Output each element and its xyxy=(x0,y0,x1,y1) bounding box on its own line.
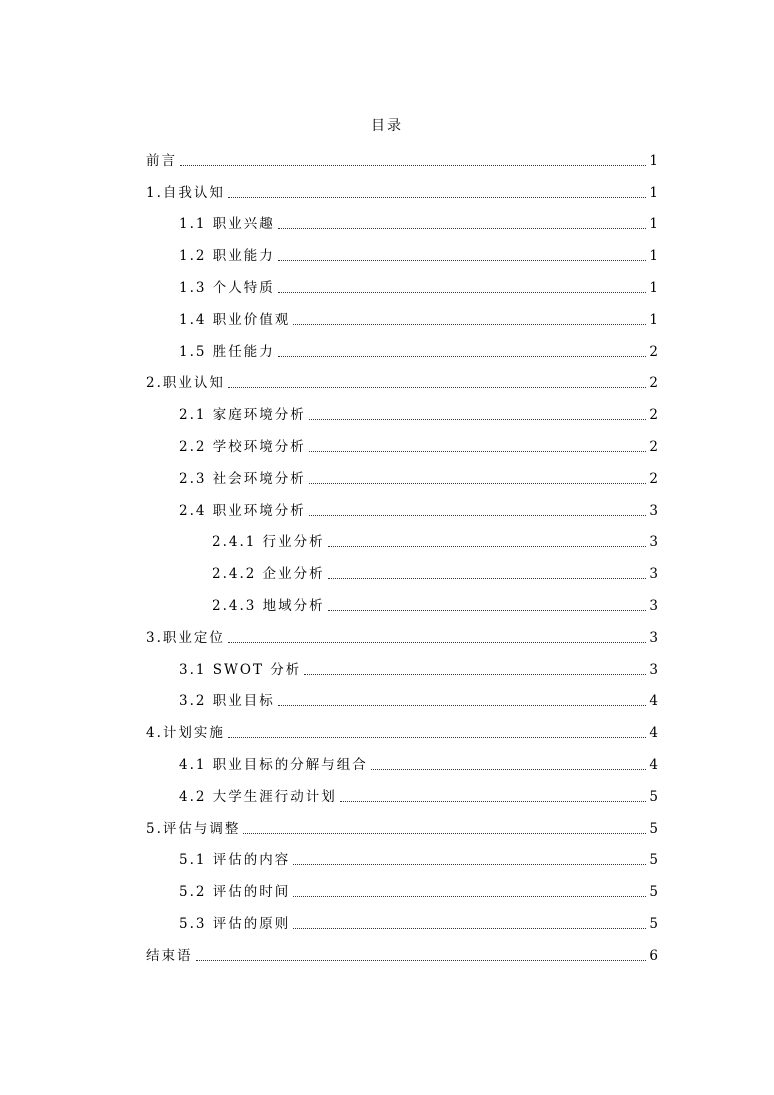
toc-entry[interactable] xyxy=(146,301,658,333)
toc-entry-page-number: 5 xyxy=(649,915,658,932)
toc-dot-leader xyxy=(278,260,647,261)
toc-entry-label: 3.职业定位 xyxy=(146,629,225,646)
toc-dot-leader xyxy=(293,896,646,897)
toc-dot-leader xyxy=(293,324,646,325)
toc-entry[interactable] xyxy=(146,651,658,683)
toc-dot-leader xyxy=(309,451,647,452)
toc-entry-page-number: 6 xyxy=(649,947,658,964)
toc-entry-label: 1.3 个人特质 xyxy=(179,279,275,296)
toc-dot-leader xyxy=(243,833,646,834)
toc-entry-page-number: 4 xyxy=(649,725,658,742)
toc-entry-page-number: 4 xyxy=(649,693,658,710)
toc-entry[interactable] xyxy=(146,333,658,365)
toc-dot-leader xyxy=(309,515,647,516)
toc-dot-leader xyxy=(196,960,647,961)
toc-entry-label: 2.1 家庭环境分析 xyxy=(179,407,306,424)
toc-entry-page-number: 1 xyxy=(649,216,658,233)
toc-entry-label: 1.1 职业兴趣 xyxy=(179,216,275,233)
toc-dot-leader xyxy=(293,928,646,929)
toc-entry-page-number: 5 xyxy=(649,884,658,901)
toc-dot-leader xyxy=(328,578,647,579)
toc-entry-label: 2.4.2 企业分析 xyxy=(212,566,325,583)
toc-entry[interactable] xyxy=(146,873,658,905)
toc-dot-leader xyxy=(278,705,647,706)
toc-entry-page-number: 2 xyxy=(649,438,658,455)
toc-entry[interactable] xyxy=(146,269,658,301)
toc-entry[interactable] xyxy=(146,555,658,587)
toc-entry-page-number: 1 xyxy=(649,248,658,265)
toc-entry-page-number: 3 xyxy=(649,502,658,519)
toc-entry-label: 结束语 xyxy=(146,947,193,964)
toc-entry-page-number: 2 xyxy=(649,407,658,424)
toc-entry-label: 2.4.1 行业分析 xyxy=(212,534,325,551)
toc-entry-page-number: 3 xyxy=(649,534,658,551)
toc-dot-leader xyxy=(304,674,646,675)
toc-entry-page-number: 1 xyxy=(649,279,658,296)
toc-entry-label: 2.4 职业环境分析 xyxy=(179,502,306,519)
toc-entry[interactable] xyxy=(146,905,658,937)
toc-dot-leader xyxy=(309,483,647,484)
toc-entry[interactable] xyxy=(146,237,658,269)
toc-entry[interactable] xyxy=(146,428,658,460)
toc-entry-page-number: 1 xyxy=(649,311,658,328)
toc-entry-label: 4.计划实施 xyxy=(146,725,225,742)
toc-dot-leader xyxy=(309,419,647,420)
toc-entry-label: 3.1 SWOT 分析 xyxy=(179,661,302,678)
toc-entry[interactable] xyxy=(146,937,658,969)
toc-entry-label: 2.职业认知 xyxy=(146,375,225,392)
toc-entry[interactable] xyxy=(146,524,658,556)
toc-entry-label: 3.2 职业目标 xyxy=(179,693,275,710)
toc-entry-label: 4.1 职业目标的分解与组合 xyxy=(179,756,368,773)
toc-title: 目录 xyxy=(371,118,403,134)
table-of-contents xyxy=(146,142,658,969)
toc-entry[interactable] xyxy=(146,683,658,715)
toc-entry-page-number: 2 xyxy=(649,470,658,487)
toc-entry-label: 2.4.3 地域分析 xyxy=(212,597,325,614)
toc-entry-page-number: 5 xyxy=(649,788,658,805)
toc-dot-leader xyxy=(278,292,647,293)
toc-entry[interactable] xyxy=(146,842,658,874)
toc-dot-leader xyxy=(228,197,647,198)
toc-entry-label: 2.2 学校环境分析 xyxy=(179,438,306,455)
toc-entry-label: 1.自我认知 xyxy=(146,184,225,201)
toc-dot-leader xyxy=(328,610,647,611)
toc-entry-page-number: 3 xyxy=(649,597,658,614)
toc-entry-page-number: 4 xyxy=(649,756,658,773)
toc-entry[interactable] xyxy=(146,396,658,428)
toc-entry[interactable] xyxy=(146,460,658,492)
toc-dot-leader xyxy=(371,769,647,770)
toc-dot-leader xyxy=(278,356,647,357)
toc-entry[interactable] xyxy=(146,174,658,206)
toc-entry[interactable] xyxy=(146,810,658,842)
toc-dot-leader xyxy=(228,642,647,643)
toc-entry-label: 5.2 评估的时间 xyxy=(179,884,291,901)
toc-entry[interactable] xyxy=(146,206,658,238)
toc-entry-label: 5.1 评估的内容 xyxy=(179,852,291,869)
toc-entry[interactable] xyxy=(146,365,658,397)
toc-entry-label: 1.2 职业能力 xyxy=(179,248,275,265)
toc-dot-leader xyxy=(278,228,647,229)
toc-entry-label: 5.3 评估的原则 xyxy=(179,915,291,932)
toc-dot-leader xyxy=(228,737,647,738)
toc-entry-page-number: 2 xyxy=(649,343,658,360)
toc-entry[interactable] xyxy=(146,746,658,778)
toc-entry-page-number: 3 xyxy=(649,566,658,583)
toc-entry-label: 1.5 胜任能力 xyxy=(179,343,275,360)
toc-entry-page-number: 3 xyxy=(649,661,658,678)
toc-dot-leader xyxy=(293,864,646,865)
toc-entry-label: 4.2 大学生涯行动计划 xyxy=(179,788,337,805)
toc-entry-page-number: 5 xyxy=(649,852,658,869)
toc-entry-label: 1.4 职业价值观 xyxy=(179,311,291,328)
toc-dot-leader xyxy=(228,387,647,388)
toc-entry-page-number: 2 xyxy=(649,375,658,392)
toc-entry-page-number: 1 xyxy=(649,152,658,169)
toc-entry[interactable] xyxy=(146,714,658,746)
toc-entry-label: 前言 xyxy=(146,152,177,169)
toc-dot-leader xyxy=(180,165,646,166)
toc-entry[interactable] xyxy=(146,587,658,619)
toc-entry-label: 5.评估与调整 xyxy=(146,820,241,837)
toc-entry[interactable] xyxy=(146,142,658,174)
toc-entry-page-number: 1 xyxy=(649,184,658,201)
toc-entry-page-number: 5 xyxy=(649,820,658,837)
toc-entry-page-number: 3 xyxy=(649,629,658,646)
toc-entry-label: 2.3 社会环境分析 xyxy=(179,470,306,487)
toc-entry[interactable] xyxy=(146,492,658,524)
toc-entry[interactable] xyxy=(146,619,658,651)
toc-dot-leader xyxy=(328,546,647,547)
toc-dot-leader xyxy=(340,801,647,802)
toc-entry[interactable] xyxy=(146,778,658,810)
